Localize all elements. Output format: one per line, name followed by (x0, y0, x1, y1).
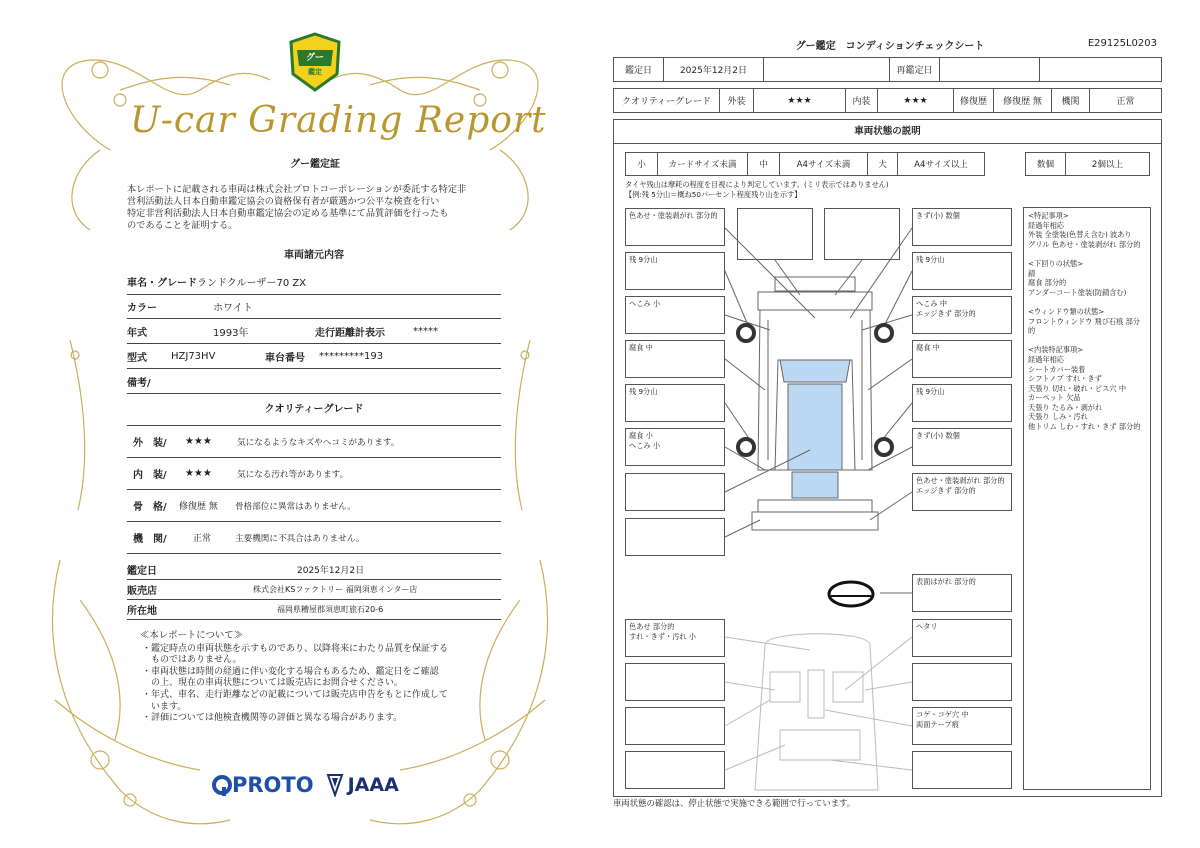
note-line: ・車両状態は時間の経過に伴い変化する場合もあるため、鑑定日をご確認 (142, 666, 439, 677)
name-value: ランドクルーザー70 ZX (197, 278, 307, 289)
info-row-dealer (127, 580, 501, 600)
spec-row-remarks (127, 369, 501, 394)
name-label: 車名・グレード (127, 278, 197, 289)
condition-box-interior-right (912, 751, 1012, 789)
condition-box-left: 腐食 小 へこみ 小 (625, 428, 725, 466)
condition-box-interior-left (625, 707, 725, 745)
address-value: 福岡県糟屋郡須恵町旅石20-6 (277, 605, 384, 614)
condition-box-steering: 表面はがれ 部分的 (912, 574, 1012, 612)
intro-line: 営利活動法人日本自動車鑑定協会の資格保有者が厳選かつ公平な検査を行い (127, 196, 440, 207)
sheet-footer-note: 車両状態の確認は、停止状態で実施できる範囲で行っています。 (613, 798, 856, 808)
certificate-heading: グー鑑定証 (290, 159, 340, 170)
condition-box-interior-right: ヘタリ (912, 619, 1012, 657)
grade-comment: 主要機関に不具合はありません。 (235, 533, 365, 544)
mileage-value: ***** (413, 325, 438, 337)
special-notes-panel: <特記事項> 経過年相応 外装 全塗装(色替え含む) 波あり グリル 色あせ・塗装剥がれ 部分的 <下回りの状態> 錆 腐食 部分的 アンダーコート塗装(防錆含む) <ウィンドウ類の状態> フロントウィンドウ 飛び石痕 部分的 <内装特記事項> 経過年相応 シートカバー装着 シフトノブ すれ・きず 天張り 切れ・破れ・ピス穴 中 カーペット 欠品 天張り たるみ・剥がれ 天張り しみ・汚れ 他トリム しわ・すれ・きず 部分的 (1023, 207, 1151, 790)
certificate-intro (127, 184, 497, 232)
size-small: 小 (626, 153, 658, 175)
spec-title: 車両諸元内容 (284, 250, 344, 261)
proto-mark-icon (212, 774, 232, 796)
condition-box-right: 色あせ・塗装剥がれ 部分的 エッジきず 部分的 (912, 473, 1012, 511)
exterior-label: 外装 (720, 89, 754, 112)
grade-row-frame (127, 490, 501, 522)
dealer-value: 株式会社KSファクトリー 福岡須恵インター店 (253, 585, 418, 594)
size-legend (625, 152, 985, 176)
condition-box-right: きず(小) 数個 (912, 428, 1012, 466)
notes-title: ≪本レポートについて≫ (140, 630, 243, 641)
grade-value: ★★★ (185, 468, 212, 479)
model-value: HZJ73HV (171, 350, 216, 362)
condition-box-left (625, 473, 725, 511)
note-line: ものではありません。 (142, 655, 242, 666)
vehicle-spec-table (127, 249, 501, 620)
badge-sublabel: 鑑定 (308, 68, 322, 76)
spec-row-model (127, 344, 501, 369)
logo-row (212, 770, 412, 800)
reinspect-value (940, 58, 1040, 81)
grade-label: 外 装/ (133, 438, 167, 449)
condition-box-left: 色あせ・塗装剥がれ 部分的 (625, 208, 725, 246)
grade-row-exterior (127, 426, 501, 458)
reinspect-label: 再鑑定日 (890, 58, 940, 81)
size-mid: 中 (748, 153, 780, 175)
info-row-address (127, 600, 501, 620)
note-line: います。 (142, 701, 187, 712)
intro-line: 特定非営利活動法人日本自動車鑑定協会の定める基準にて品質評価を行ったも (127, 208, 449, 219)
condition-box-left: 残 9分山 (625, 252, 725, 290)
condition-box-left: 残 9分山 (625, 384, 725, 422)
dealer-label: 販売店 (127, 586, 157, 597)
tire-note-line: タイヤ残山は摩耗の程度を目視により判定しています。(ミリ表示ではありません) (625, 180, 889, 189)
section-title: 車両状態の説明 (613, 119, 1162, 144)
year-value: 1993年 (213, 327, 249, 339)
chassis-label: 車台番号 (265, 352, 305, 364)
condition-box-front-right (824, 208, 900, 260)
engine-value: 正常 (1116, 97, 1135, 107)
condition-box-front-left (737, 208, 813, 260)
engine-label: 機関 (1052, 89, 1090, 112)
condition-box-left: 腐食 中 (625, 340, 725, 378)
info-row-date (127, 560, 501, 580)
jaaa-mark-icon (326, 773, 344, 797)
model-label: 型式 (127, 352, 147, 364)
intro-line: 本レポートに記載される車両は株式会社プロトコーポレーションが委託する特定非 (127, 184, 467, 195)
size-mid-desc: A4サイズ未満 (780, 153, 868, 175)
report-script-title: U-car Grading Report (130, 100, 547, 141)
color-label: カラー (127, 303, 157, 314)
mileage-label: 走行距離計表示 (315, 327, 385, 339)
condition-box-left: へこみ 小 (625, 296, 725, 334)
condition-box-right: 残 9分山 (912, 384, 1012, 422)
note-line: ・年式、車名、走行距離などの記載については販売店申告をもとに作成して (142, 689, 448, 700)
repair-value: 修復歴 無 (994, 89, 1052, 112)
condition-check-sheet (600, 0, 1200, 848)
condition-box-interior-right: コゲ・コゲ穴 中 両面テープ痕 (912, 707, 1012, 745)
chassis-value: *********193 (319, 350, 384, 362)
exterior-value: ★★★ (754, 89, 846, 112)
inspection-date-bar (613, 57, 1162, 82)
date-label: 鑑定日 (127, 566, 157, 577)
date-value: 2025年12月2日 (664, 58, 764, 81)
grade-label: 内 装/ (133, 470, 167, 481)
remarks-label: 備考/ (127, 377, 151, 389)
grade-label: 機 関/ (133, 534, 167, 545)
condition-box-right: へこみ 中 エッジきず 部分的 (912, 296, 1012, 334)
note-line: ・評価については他検査機関等の評価と異なる場合があります。 (142, 713, 403, 724)
grade-value: 正常 (193, 534, 212, 544)
condition-box-right: 残 9分山 (912, 252, 1012, 290)
condition-box-right: きず(小) 数個 (912, 208, 1012, 246)
note-line: の上、現在の車両状態については販売店にお問合せください。 (142, 678, 403, 689)
spec-row-year (127, 319, 501, 344)
reinspect-blank (1040, 58, 1161, 81)
grade-row-interior (127, 458, 501, 490)
quality-label: クオリティーグレード (614, 89, 720, 112)
condition-box-interior-left: 色あせ 部分的 すれ・きず・汚れ 小 (625, 619, 725, 657)
jaaa-logo (326, 773, 399, 797)
size-large-desc: A4サイズ以上 (914, 160, 968, 170)
grade-value: 修復歴 無 (179, 502, 218, 512)
address-label: 所在地 (127, 606, 157, 617)
spec-row-color (127, 295, 501, 319)
year-label: 年式 (127, 327, 147, 339)
sheet-code: E29125L0203 (1087, 38, 1157, 49)
count-desc: 2個以上 (1091, 160, 1124, 170)
count-label: 数個 (1026, 153, 1066, 175)
note-line: ・鑑定時点の車両状態を示すものであり、以降将来にわたり品質を保証する (142, 643, 449, 654)
interior-value: ★★★ (878, 89, 954, 112)
date-value: 2025年12月2日 (297, 566, 365, 576)
intro-line: のであることを証明する。 (127, 220, 238, 231)
proto-logo-text: PROTO (232, 773, 314, 797)
goo-badge-icon (287, 32, 343, 94)
color-value: ホワイト (213, 303, 253, 314)
grade-value: ★★★ (185, 436, 212, 447)
quality-grade-bar (613, 88, 1162, 113)
size-small-desc: カードサイズ未満 (658, 153, 748, 175)
quality-title: クオリティーグレード (127, 394, 501, 426)
condition-box-interior-left (625, 663, 725, 701)
grade-comment: 気になる汚れ等があります。 (237, 469, 349, 480)
grade-comment: 気になるようなキズやヘコミがあります。 (237, 437, 400, 448)
repair-label: 修復歴 (954, 89, 994, 112)
condition-box-right: 腐食 中 (912, 340, 1012, 378)
spec-row-name (127, 269, 501, 295)
condition-box-left (625, 518, 725, 556)
date-blank (764, 58, 890, 81)
condition-box-interior-left (625, 751, 725, 789)
jaaa-logo-text: JAAA (347, 774, 399, 796)
proto-logo (212, 773, 314, 797)
grade-row-engine (127, 522, 501, 554)
date-label: 鑑定日 (614, 58, 664, 81)
grade-label: 骨 格/ (133, 502, 167, 513)
report-notes (140, 630, 500, 725)
interior-label: 内装 (846, 89, 878, 112)
count-legend (1025, 152, 1150, 176)
badge-label: グー (305, 53, 324, 63)
condition-box-interior-right (912, 663, 1012, 701)
tire-note (625, 180, 1025, 199)
sheet-title: グー鑑定 コンディションチェックシート (795, 41, 985, 52)
tire-note-line: 【例:残 5分山＝概ね50パーセント程度残り山を示す】 (625, 189, 802, 199)
size-large: 大 (868, 153, 898, 175)
grade-comment: 骨格部位に異常はありません。 (235, 501, 356, 512)
